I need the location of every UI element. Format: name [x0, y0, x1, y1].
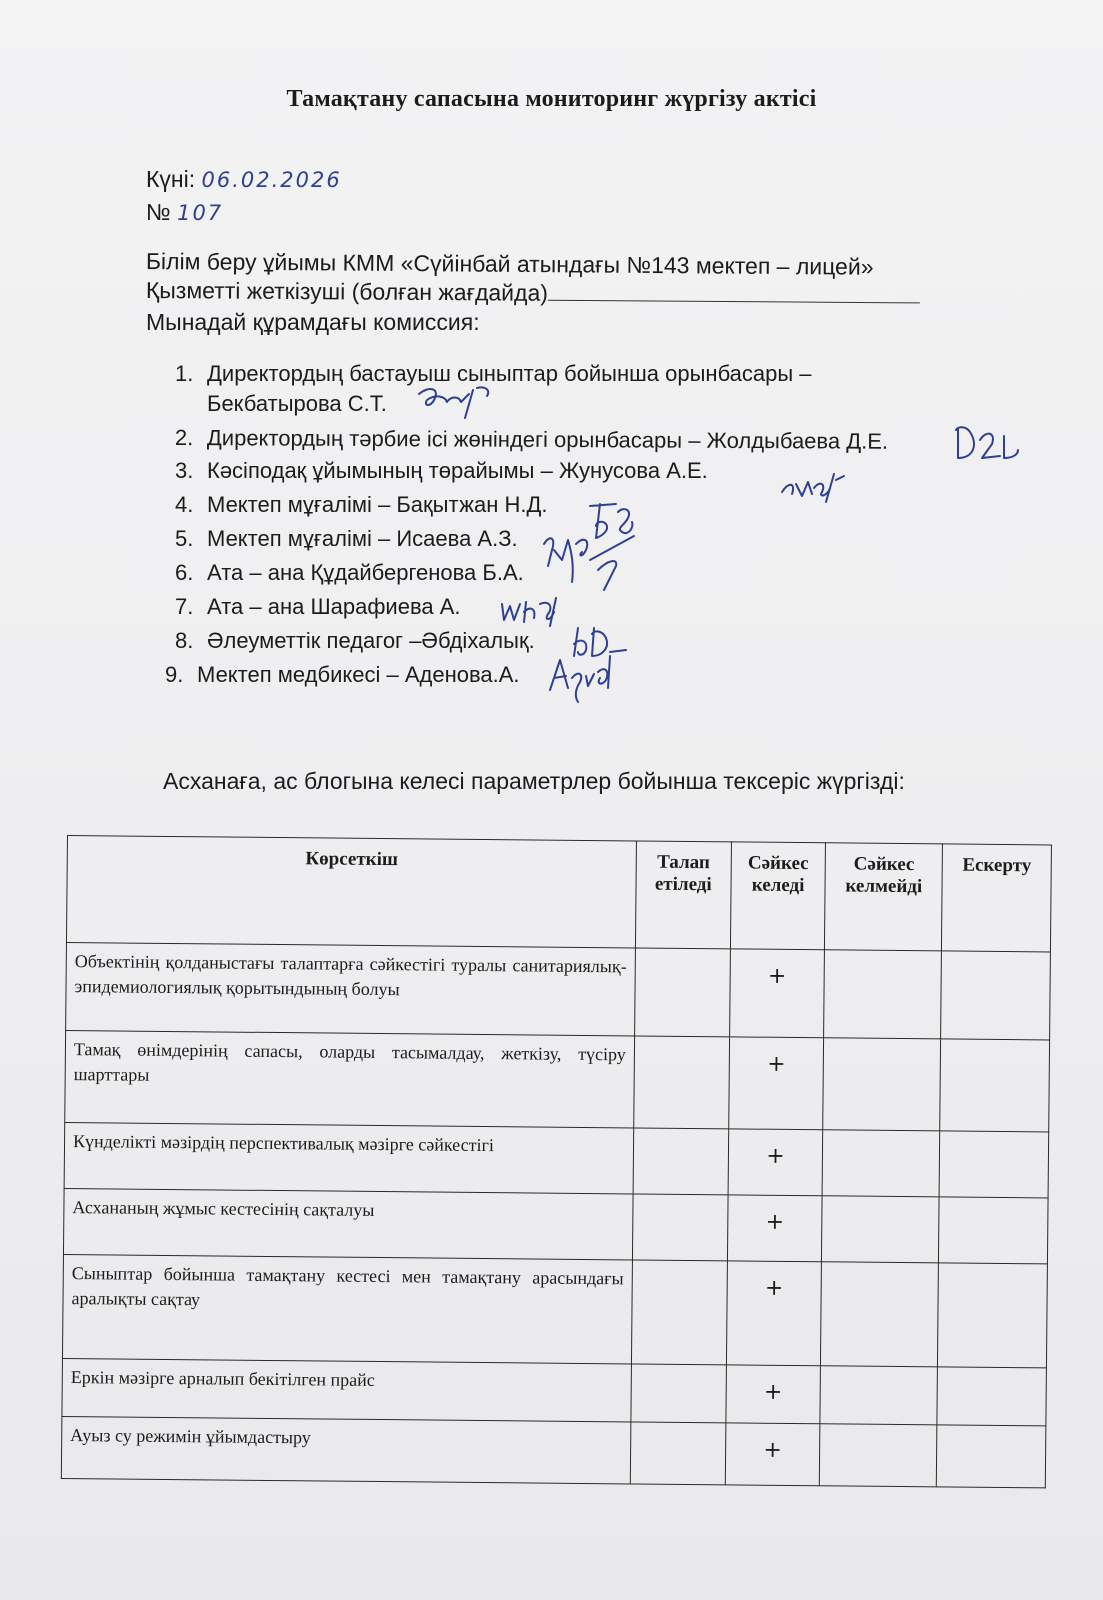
header-matches: Сәйкес келеді: [730, 842, 826, 950]
provider-blank: [548, 282, 920, 304]
matches-cell: +: [727, 1195, 822, 1262]
note-cell: [941, 951, 1051, 1040]
member-6: [175, 560, 524, 586]
matches-cell: +: [728, 1129, 823, 1196]
required-cell: [632, 1194, 727, 1261]
provider-line: [146, 277, 920, 309]
signature-7: [498, 594, 564, 628]
member-7: [175, 594, 461, 620]
table-row: [64, 1122, 1049, 1197]
note-cell: [940, 1039, 1050, 1132]
member-text: Директордың бастауыш сыныптар бойынша орынбасары –: [207, 361, 812, 386]
table-row: [62, 1254, 1047, 1367]
number-line: [146, 199, 223, 226]
member-number: 1.: [175, 361, 194, 386]
number-label: №: [146, 199, 171, 225]
member-number: 2.: [174, 425, 194, 451]
member-4: [175, 492, 548, 518]
organization-line: Білім беру ұйымы КММ «Сүйінбай атындағы №143 мектеп – лицей»: [145, 248, 874, 280]
indicator-cell: Асхананың жұмыс кестесінің сақталуы: [63, 1188, 632, 1259]
date-value-handwritten: 06.02.2026: [201, 168, 342, 192]
signature-2: [952, 418, 1022, 466]
table-row: [63, 1188, 1048, 1263]
member-text: Директордың тәрбие ісі жөніндегі орынбасары – Жолдыбаева Д.Е.: [206, 425, 889, 454]
header-note: Ескерту: [942, 844, 1052, 952]
member-number: 6.: [175, 560, 194, 585]
member-text: Мектеп мұғалімі – Исаева А.З.: [207, 526, 518, 551]
not-matches-cell: [820, 1424, 937, 1487]
member-3: [175, 458, 708, 484]
matches-cell: +: [725, 1423, 820, 1486]
matches-cell: +: [726, 1365, 821, 1424]
header-required: Талап етіледі: [635, 841, 731, 949]
inspection-table: [61, 835, 1052, 1488]
indicator-cell: Объектінің қолданыстағы талаптарға сәйкестігі туралы санитариялық-эпидемиологиялық қорытындының болуы: [66, 942, 636, 1035]
table-row: [65, 1030, 1050, 1131]
signature-1: [415, 384, 505, 424]
table-row: [66, 942, 1051, 1039]
header-indicator: Көрсеткіш: [66, 836, 636, 948]
table-header-row: [66, 836, 1051, 952]
not-matches-cell: [820, 1366, 937, 1425]
date-line: [146, 166, 342, 193]
matches-cell: +: [726, 1261, 822, 1366]
not-matches-cell: [824, 950, 942, 1039]
commission-line: Мынадай құрамдағы комиссия:: [146, 309, 480, 335]
required-cell: [634, 1036, 730, 1129]
signature-9: [544, 652, 624, 708]
member-number: 9.: [165, 662, 184, 687]
indicator-cell: Еркін мәзірге арналып бекітілген прайс: [62, 1358, 631, 1421]
not-matches-cell: [823, 1038, 941, 1131]
member-text: Мектеп медбикесі – Аденова.А.: [197, 662, 520, 687]
matches-cell: +: [729, 949, 825, 1038]
required-cell: [633, 1128, 728, 1195]
matches-cell: +: [728, 1037, 824, 1130]
inspection-intro: Асханаға, ас блогына келесі параметрлер бойынша тексеріс жүргізді:: [163, 768, 905, 794]
member-text: Ата – ана Шарафиева А.: [207, 594, 461, 619]
indicator-cell: Тамақ өнімдерінің сапасы, оларды тасымалдау, жеткізу, түсіру шарттары: [65, 1030, 635, 1127]
member-number: 3.: [175, 458, 194, 483]
member-text: Мектеп мұғалімі – Бақытжан Н.Д.: [207, 492, 548, 517]
member-number: 4.: [175, 492, 194, 517]
indicator-cell: Сыныптар бойынша тамақтану кестесі мен тамақтану арасындағы аралықты сақтау: [62, 1254, 632, 1363]
required-cell: [630, 1422, 725, 1485]
note-cell: [939, 1131, 1048, 1198]
provider-label: Қызметті жеткізуші (болған жағдайда): [145, 277, 549, 306]
not-matches-cell: [823, 1130, 940, 1197]
table-row: [61, 1416, 1046, 1487]
member-8: [175, 628, 535, 654]
note-cell: [938, 1263, 1048, 1368]
member-text: Ата – ана Құдайбергенова Б.А.: [207, 560, 524, 585]
member-1-continuation: [207, 391, 387, 417]
member-9: [165, 662, 520, 688]
indicator-cell: Күнделікті мәзірдің перспективалық мәзірге сәйкестігі: [64, 1122, 633, 1193]
required-cell: [634, 948, 730, 1037]
signature-3: [778, 470, 848, 506]
member-5: [175, 526, 518, 552]
document-title: Тамақтану сапасына мониторинг жүргізу актісі: [286, 86, 817, 112]
required-cell: [631, 1364, 726, 1423]
table-row: [62, 1358, 1047, 1425]
not-matches-cell: [821, 1262, 939, 1367]
note-cell: [936, 1425, 1045, 1488]
date-label: Күні:: [146, 166, 196, 192]
member-text: Әлеуметтік педагог –Әбдіхалық.: [207, 628, 535, 653]
member-text: Кәсіподақ ұйымының төрайымы – Жунусова А.Е.: [207, 458, 708, 483]
member-number: 5.: [175, 526, 194, 551]
member-text: Бекбатырова С.Т.: [207, 391, 387, 416]
note-cell: [937, 1367, 1046, 1426]
header-not-matches: Сәйкес келмейді: [825, 843, 943, 951]
not-matches-cell: [822, 1196, 939, 1263]
member-number: 7.: [175, 594, 194, 619]
note-cell: [939, 1197, 1048, 1264]
required-cell: [631, 1260, 727, 1365]
member-number: 8.: [175, 628, 194, 653]
indicator-cell: Ауыз су режимін ұйымдастыру: [61, 1416, 630, 1483]
member-2: [175, 425, 888, 455]
number-value-handwritten: 107: [177, 201, 224, 225]
